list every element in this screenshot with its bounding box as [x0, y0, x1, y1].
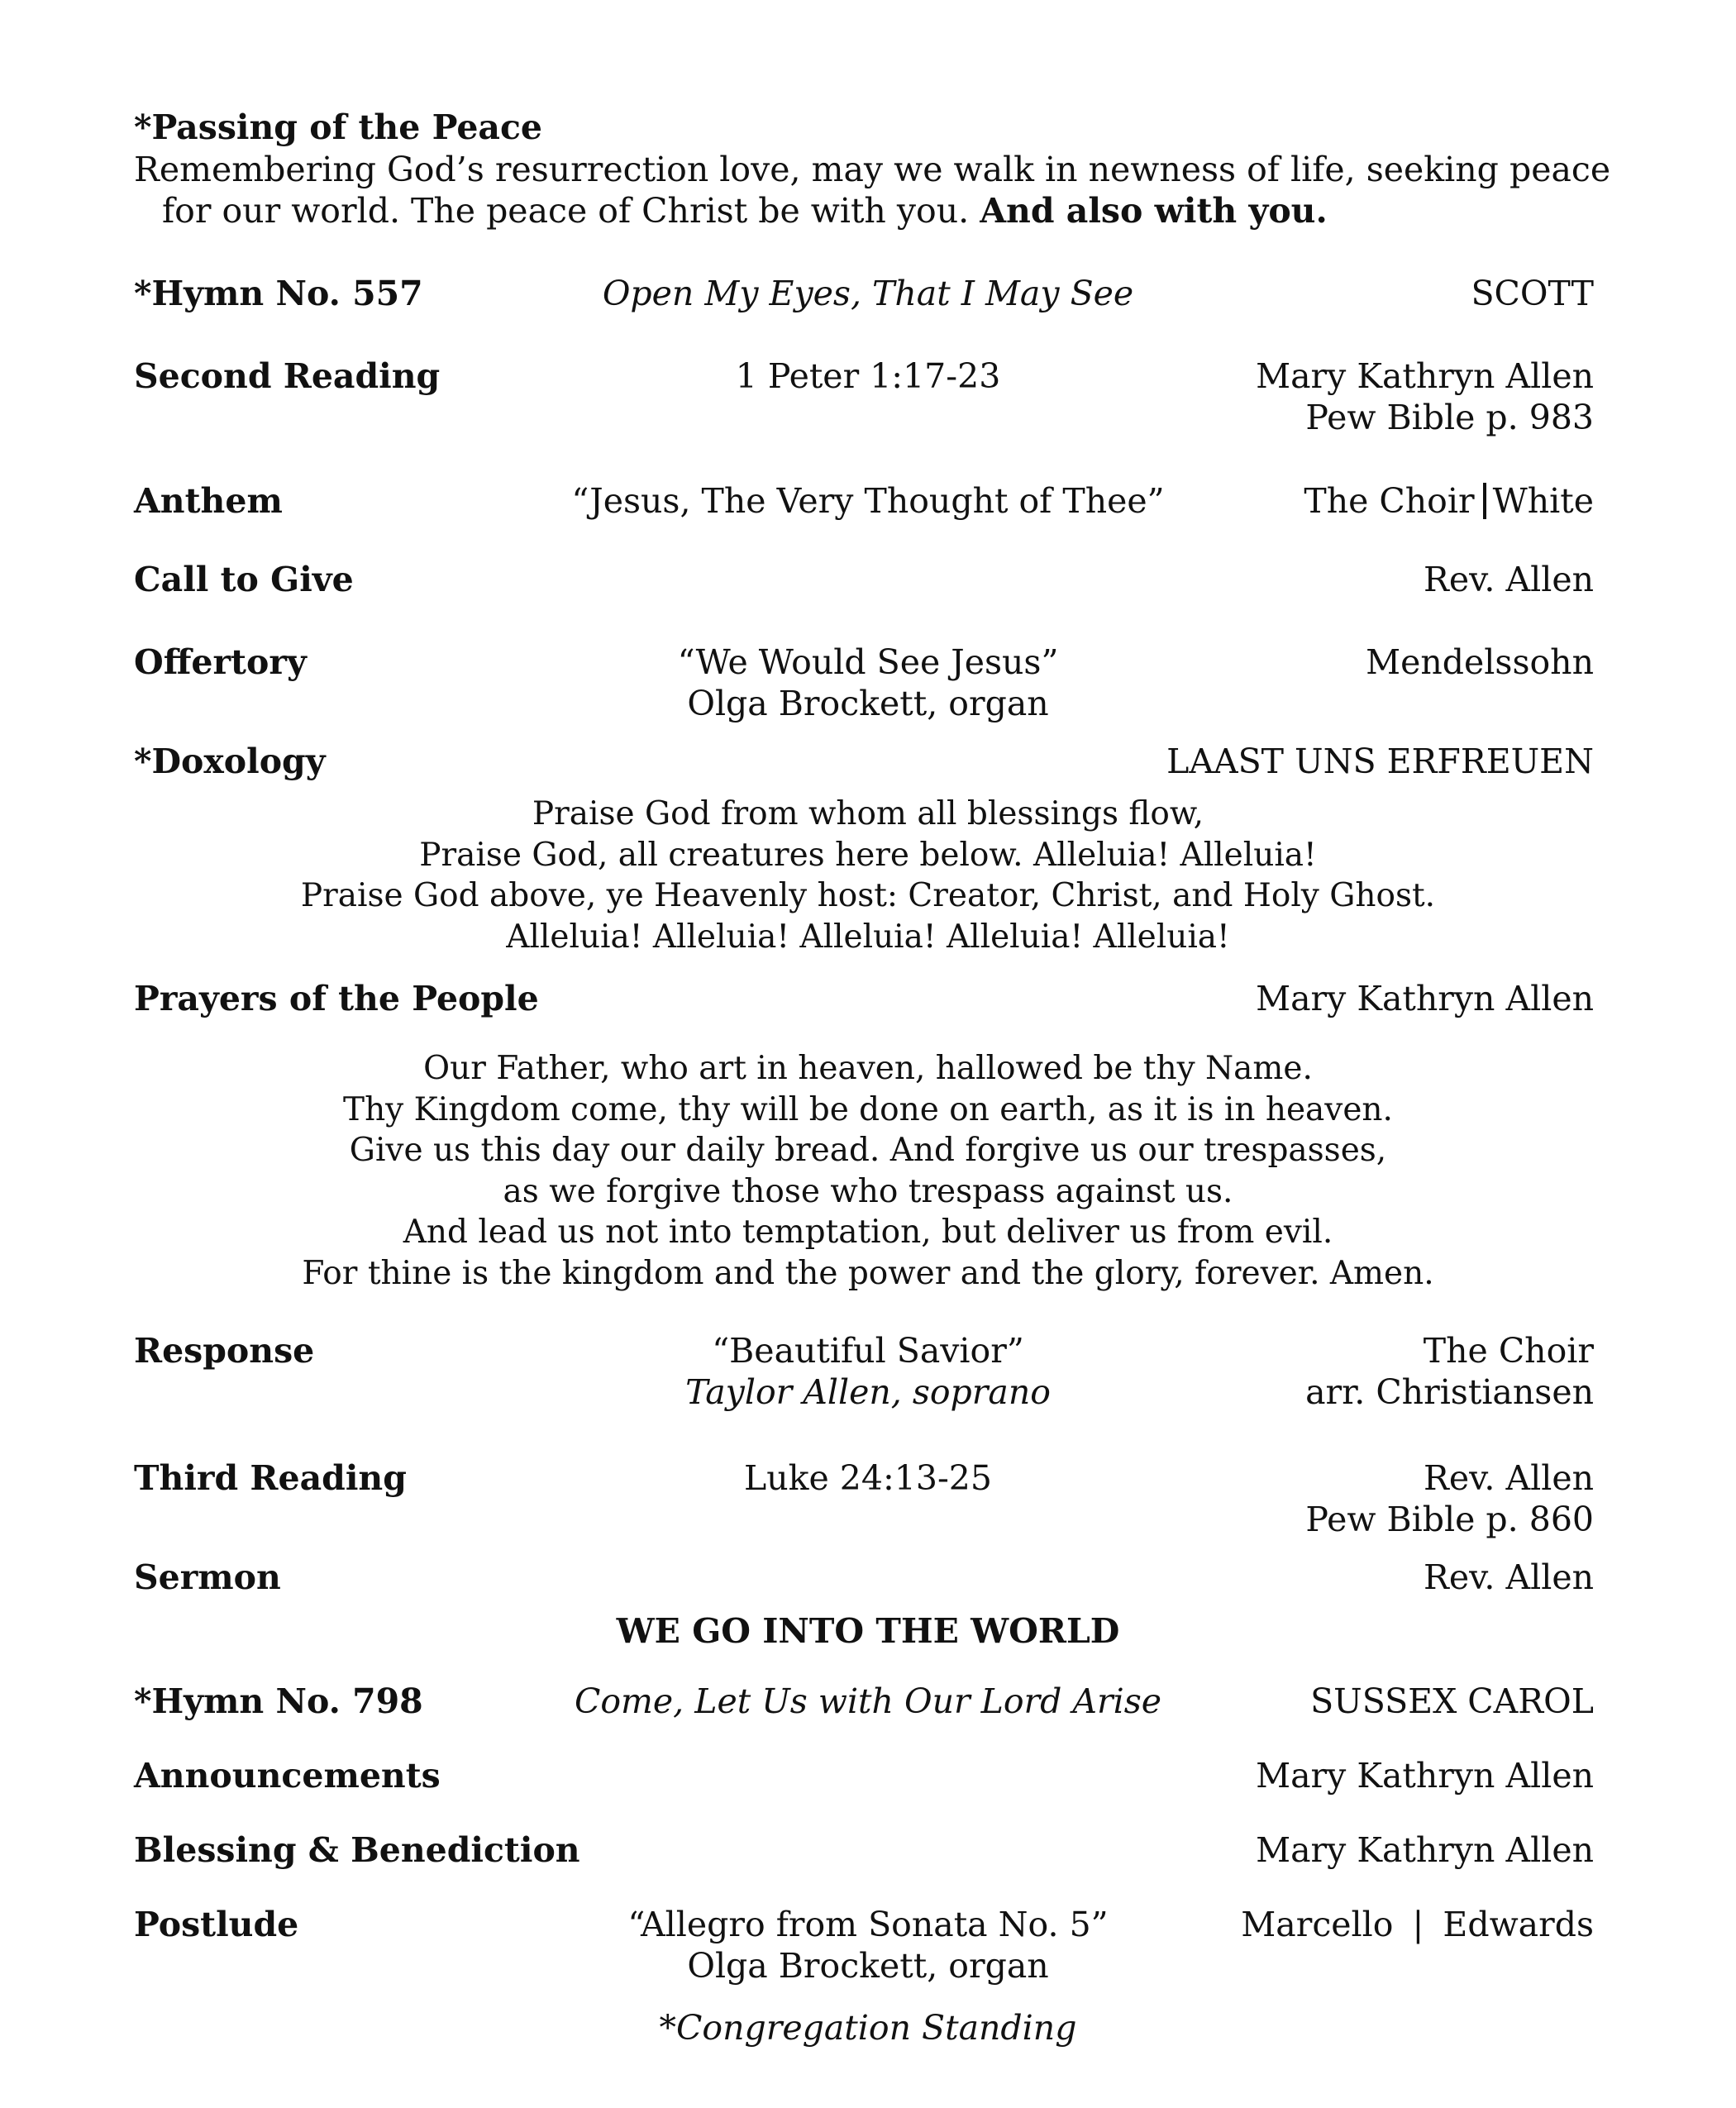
call-to-give-leader: Rev. Allen [1423, 560, 1594, 599]
anthem-credit [1304, 480, 1594, 522]
postlude-performer: Olga Brockett, organ [687, 1946, 1049, 1986]
sermon-leader: Rev. Allen [1423, 1557, 1594, 1597]
lords-prayer-text [302, 1048, 1433, 1294]
blessing-label: Blessing & Benediction [134, 1830, 580, 1870]
peace-text-line2 [162, 190, 1328, 231]
doxology-label: *Doxology [134, 742, 326, 781]
peace-response: And also with you. [980, 191, 1328, 231]
postlude-composers [1241, 1904, 1594, 1945]
response-arranger: arr. Christiansen [1305, 1372, 1594, 1412]
hymn1-tune: SCOTT [1471, 274, 1594, 313]
second-reading-label: Second Reading [134, 356, 441, 396]
prayer-line: And lead us not into temptation, but deliver us from evil. [403, 1214, 1333, 1251]
postlude-separator: | [1412, 1905, 1424, 1944]
prayers-leader: Mary Kathryn Allen [1256, 979, 1594, 1018]
third-reading-reader: Rev. Allen [1423, 1458, 1594, 1498]
anthem-label: Anthem [134, 481, 283, 521]
peace-text-line2-body: for our world. The peace of Christ be with you. [162, 191, 970, 231]
hymn2-label: *Hymn No. 798 [134, 1681, 423, 1721]
prayer-line: as we forgive those who trespass against us. [503, 1172, 1233, 1210]
doxology-line: Alleluia! Alleluia! Alleluia! Alleluia! Alleluia! [506, 918, 1230, 956]
hymn2-title: Come, Let Us with Our Lord Arise [574, 1681, 1162, 1721]
second-reading-page: Pew Bible p. 983 [1305, 398, 1594, 437]
response-label: Response [134, 1331, 315, 1371]
anthem-composer: White [1492, 481, 1594, 521]
hymn2-tune: SUSSEX CAROL [1310, 1681, 1594, 1721]
section-heading: WE GO INTO THE WORLD [616, 1611, 1120, 1651]
prayer-line: For thine is the kingdom and the power and the glory, forever. Amen. [302, 1254, 1434, 1292]
postlude-composer1: Marcello [1241, 1905, 1394, 1944]
peace-text-line1: Remembering God’s resurrection love, may we walk in newness of life, seeking peace [134, 150, 1611, 189]
announcements-label: Announcements [134, 1756, 441, 1796]
third-reading-label: Third Reading [134, 1458, 407, 1498]
anthem-title: “Jesus, The Very Thought of Thee” [571, 481, 1165, 521]
announcements-leader: Mary Kathryn Allen [1256, 1756, 1594, 1796]
postlude-label: Postlude [134, 1905, 299, 1944]
offertory-performer: Olga Brockett, organ [687, 684, 1049, 723]
prayer-line: Our Father, who art in heaven, hallowed be thy Name. [423, 1050, 1313, 1087]
offertory-label: Offertory [134, 642, 307, 682]
offertory-title: “We Would See Jesus” [677, 642, 1059, 682]
doxology-line: Praise God, all creatures here below. Alleluia! Alleluia! [419, 836, 1317, 874]
blessing-leader: Mary Kathryn Allen [1256, 1830, 1594, 1870]
congregation-standing-text: *Congregation Standing [659, 2008, 1077, 2048]
congregation-standing-note [660, 2007, 1077, 2048]
peace-heading: *Passing of the Peace [134, 107, 543, 147]
doxology-text [301, 794, 1435, 957]
prayer-line: Give us this day our daily bread. And forgive us our trespasses, [349, 1132, 1387, 1169]
response-soloist: Taylor Allen, soprano [685, 1372, 1051, 1412]
third-reading-page: Pew Bible p. 860 [1305, 1500, 1594, 1539]
postlude-title: “Allegro from Sonata No. 5” [627, 1905, 1109, 1944]
doxology-line: Praise God from whom all blessings flow, [532, 795, 1204, 832]
third-reading-ref: Luke 24:13-25 [744, 1458, 992, 1498]
postlude-composer2: Edwards [1443, 1905, 1594, 1944]
sermon-label: Sermon [134, 1557, 281, 1597]
prayer-line: Thy Kingdom come, thy will be done on earth, as it is in heaven. [343, 1090, 1393, 1128]
anthem-divider [1483, 483, 1486, 519]
hymn1-title: Open My Eyes, That I May See [602, 274, 1134, 313]
call-to-give-label: Call to Give [134, 560, 354, 599]
anthem-performer: The Choir [1304, 481, 1475, 521]
response-title: “Beautiful Savior” [712, 1331, 1024, 1371]
response-performer: The Choir [1423, 1331, 1594, 1371]
hymn1-label: *Hymn No. 557 [134, 274, 423, 313]
second-reading-reader: Mary Kathryn Allen [1256, 356, 1594, 396]
offertory-composer: Mendelssohn [1366, 642, 1594, 682]
second-reading-ref: 1 Peter 1:17-23 [735, 356, 1001, 396]
doxology-tune: LAAST UNS ERFREUEN [1166, 742, 1594, 781]
doxology-line: Praise God above, ye Heavenly host: Creator, Christ, and Holy Ghost. [300, 877, 1436, 914]
prayers-label: Prayers of the People [134, 979, 539, 1018]
